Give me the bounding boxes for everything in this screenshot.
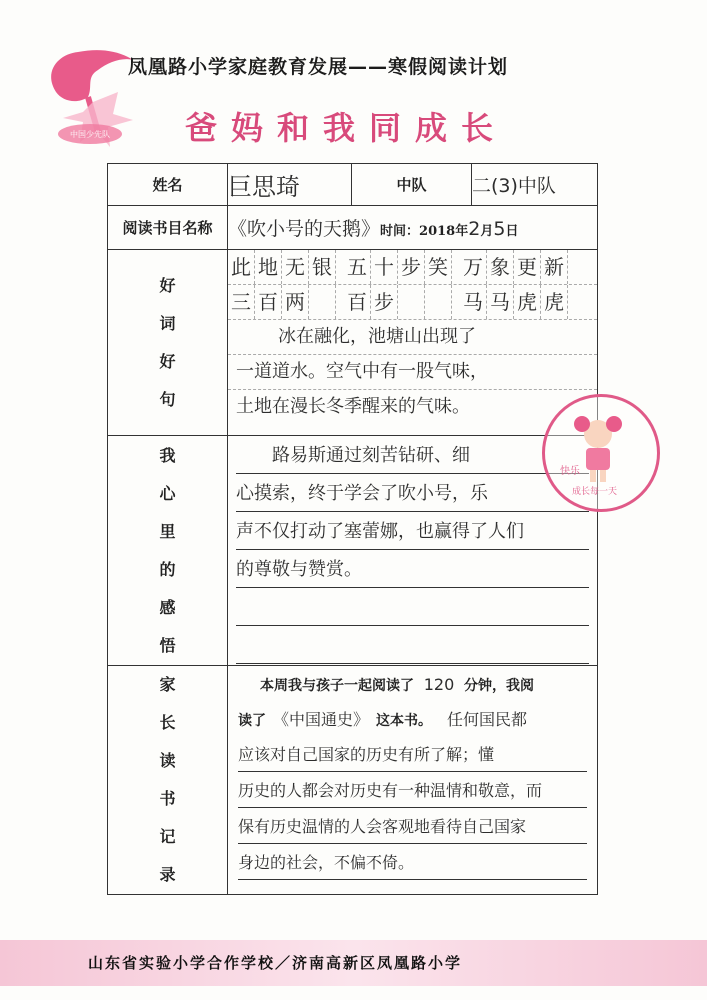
year-unit: 年 (455, 224, 469, 239)
parent-minutes: 120 (414, 666, 464, 701)
page-title: 凤凰路小学家庭教育发展——寒假阅读计划 (128, 56, 509, 78)
squad-value: 二(3)中队 (472, 164, 598, 206)
young-pioneers-logo (38, 42, 138, 152)
feeling-line-4: 的尊敬与赞赏。 (236, 550, 589, 588)
page-subtitle: 爸妈和我同成长 (185, 109, 508, 147)
name-label: 姓名 (108, 164, 228, 206)
day-value: 5 (493, 218, 506, 240)
words-row-1: 此 地 无 银 五 十 步 笑 万 象 更 新 (228, 250, 597, 285)
words-row-2: 三 百 两 百 步 马 马 虎 虎 (228, 285, 597, 320)
parent-line-3: 应该对自己国家的历史有所了解；懂 (238, 736, 587, 772)
parent-line-6: 身边的社会，不偏不倚。 (238, 844, 587, 880)
year-value: 2018 (419, 224, 456, 239)
book-title-label: 阅读书目名称 (108, 206, 228, 250)
sentence-line-1: 冰在融化，池塘山出现了 (228, 320, 597, 355)
feeling-line-6 (236, 626, 589, 664)
month-value: 2 (468, 218, 481, 240)
feeling-line-3: 声不仅打动了塞蕾娜，也赢得了人们 (236, 512, 589, 550)
day-unit: 日 (505, 224, 519, 239)
parent-line2-post: 这本书。 (376, 713, 432, 729)
sentence-line-2: 一道道水。空气中有一股气味， (228, 355, 597, 390)
good-words-label: 好 词 好 句 (108, 250, 228, 436)
parent-line1-pre: 本周我与孩子一起阅读了 (260, 678, 414, 694)
time-label: 时间： (380, 224, 420, 239)
squad-label: 中队 (352, 164, 472, 206)
parent-record-cell (228, 666, 598, 895)
feelings-label: 我 心 里 的 感 悟 (108, 436, 228, 666)
book-title-value: 《吹小号的天鹅》 (228, 218, 381, 240)
footer-text: 山东省实验小学合作学校／济南高新区凤凰路小学 (88, 954, 463, 972)
growth-stamp (542, 394, 660, 512)
parent-line-5: 保有历史温情的人会客观地看待自己国家 (238, 808, 587, 844)
stamp-text-bottom: 成长每一天 (572, 487, 618, 497)
feeling-line-2: 心摸索，终于学会了吹小号，乐 (236, 474, 589, 512)
month-unit: 月 (480, 224, 494, 239)
parent-book: 《中国通史》 (266, 701, 376, 736)
name-value: 巨思琦 (228, 164, 352, 206)
reading-form (107, 163, 598, 895)
parent-line-4: 历史的人都会对历史有一种温情和敬意，而 (238, 772, 587, 808)
parent-record-label: 家 长 读 书 记 录 (108, 666, 228, 895)
feeling-line-1: 路易斯通过刻苦钻研、细 (236, 436, 589, 474)
feeling-line-5 (236, 588, 589, 626)
parent-line2-pre: 读了 (238, 713, 266, 729)
sentence-line-3: 土地在漫长冬季醒来的气味。 (236, 396, 470, 417)
logo-text: 中国少先队 (70, 130, 110, 139)
book-row (228, 206, 598, 250)
parent-line2-hand: 任何国民都 (432, 701, 542, 736)
stamp-text-left: 快乐 (560, 466, 580, 477)
parent-line1-post: 分钟，我阅 (464, 678, 534, 694)
